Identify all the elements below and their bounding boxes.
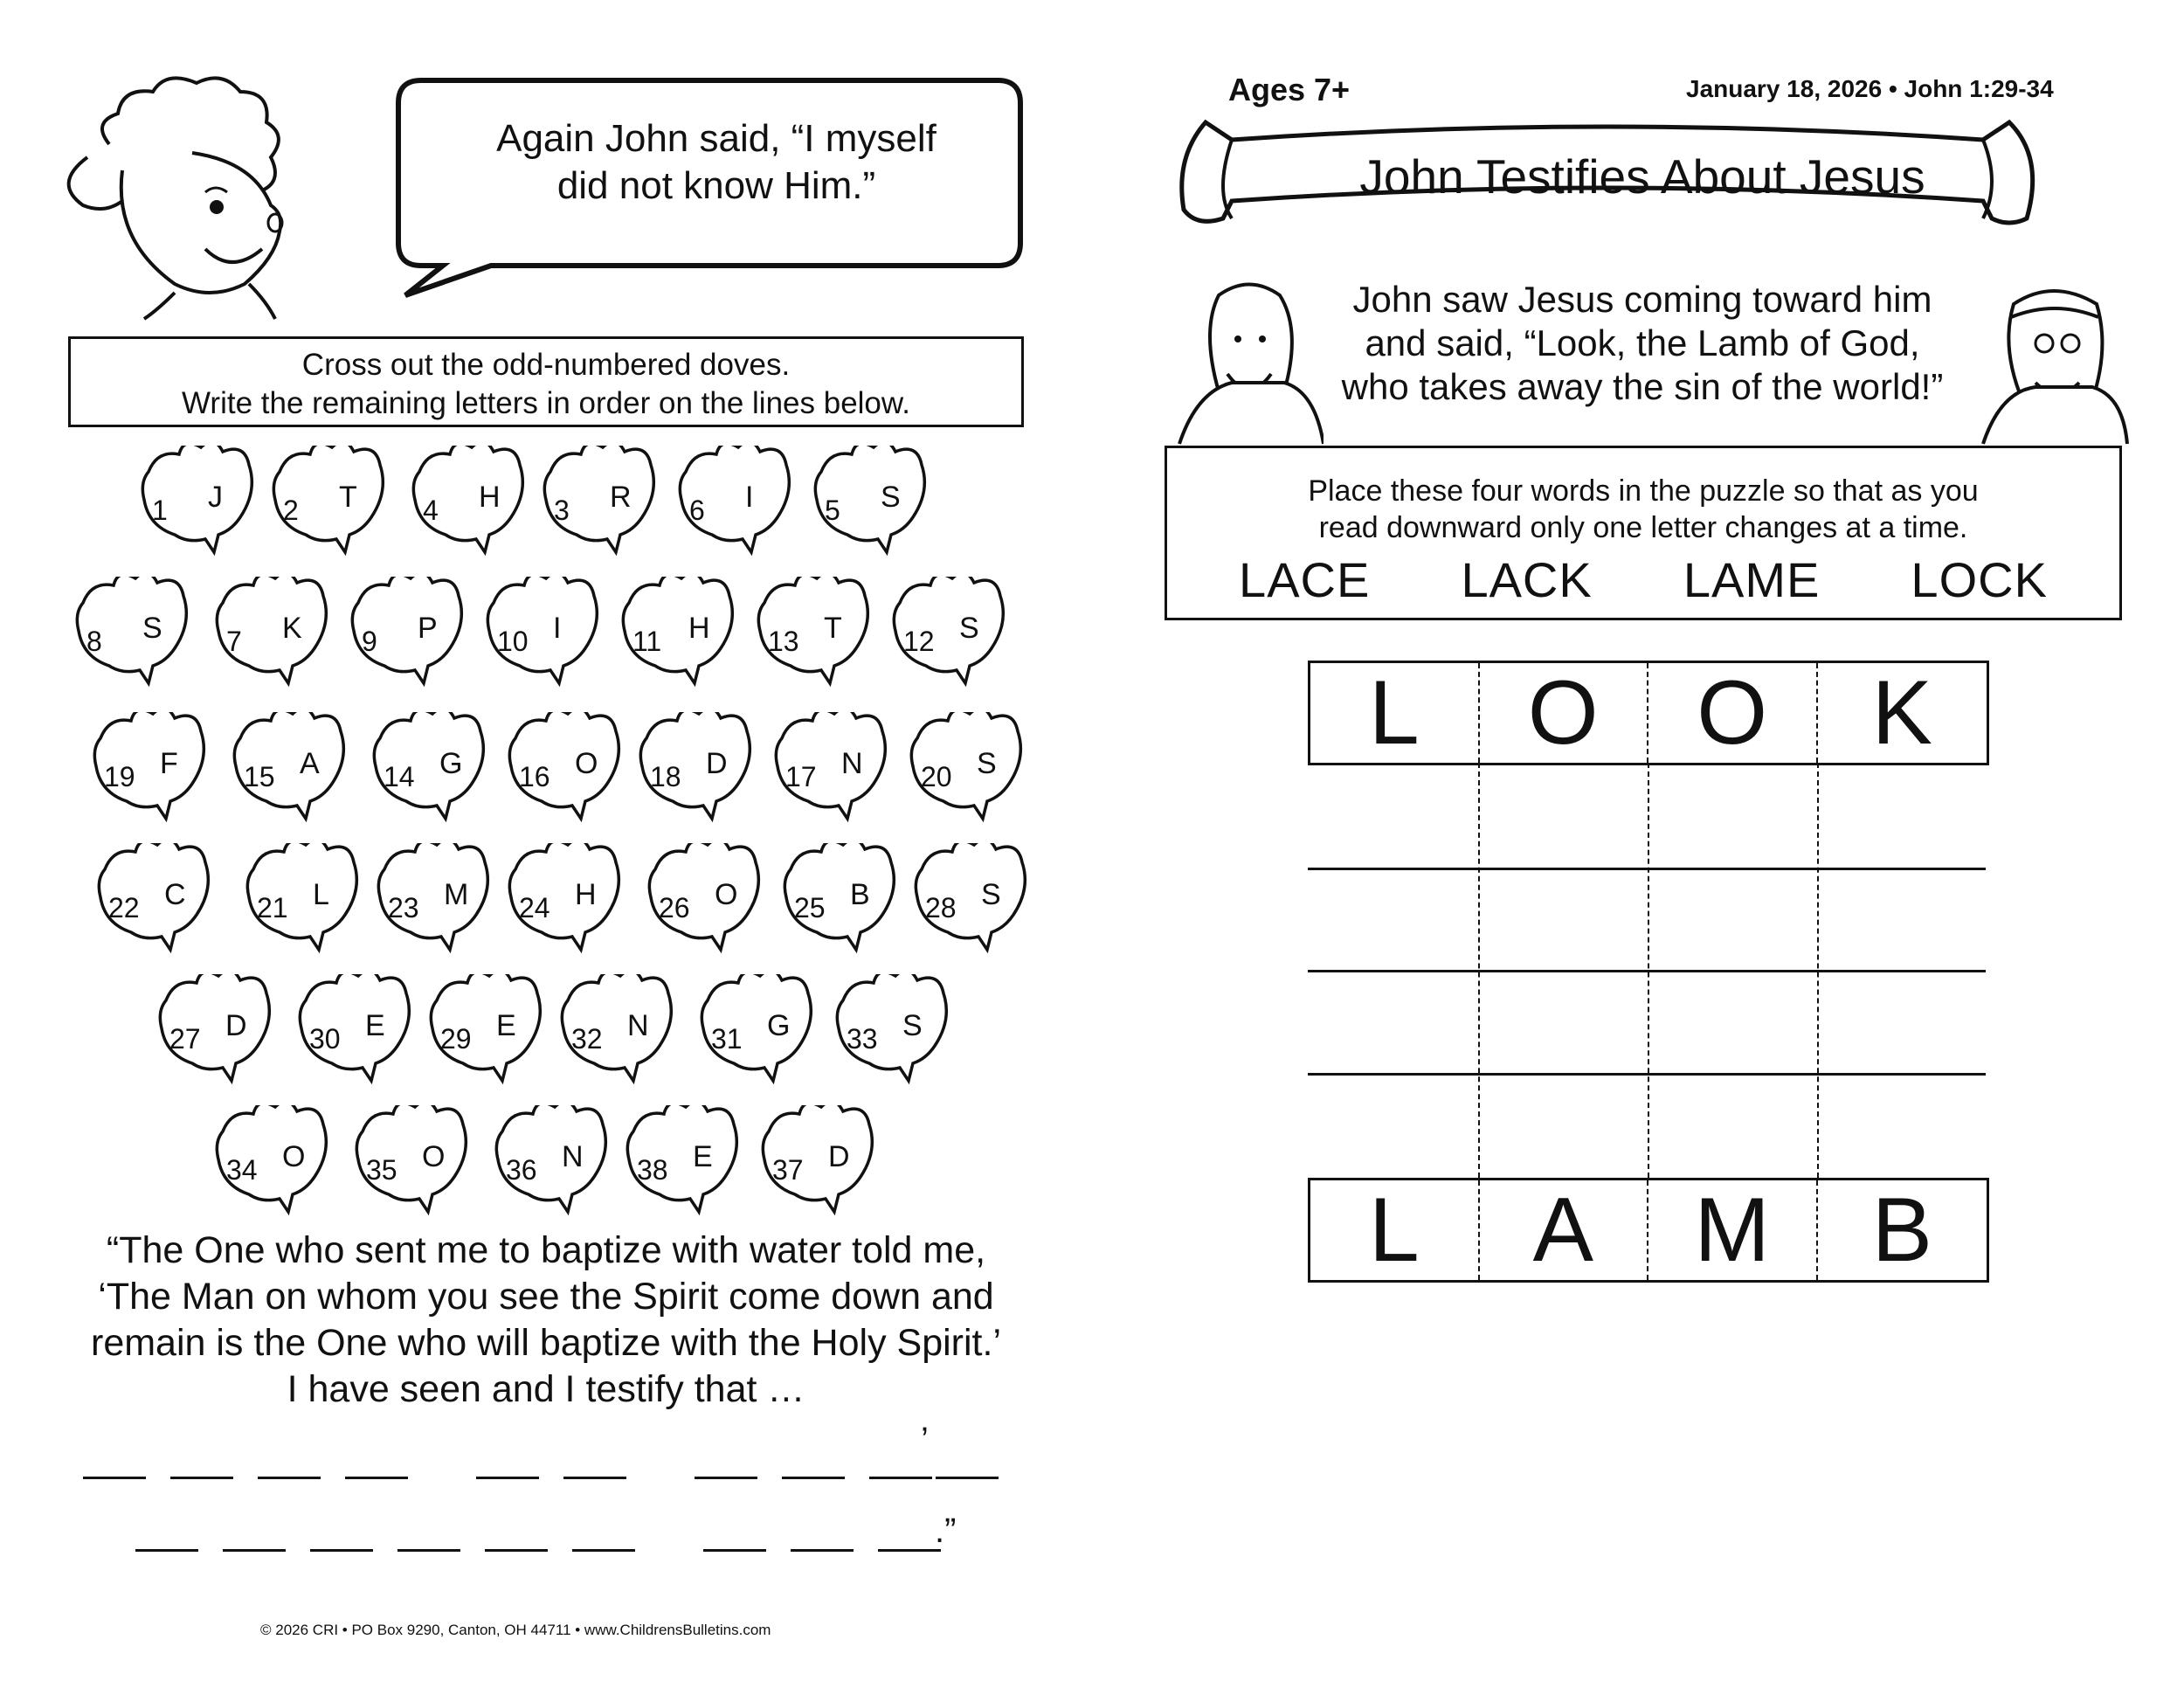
letter-blank[interactable] — [135, 1549, 198, 1552]
ladder-letter: B — [1871, 1179, 1932, 1281]
dove-outline — [498, 843, 629, 965]
dove[interactable] — [616, 1105, 747, 1228]
closing-quote-mark: .” — [935, 1512, 957, 1550]
dove-number: 36 — [506, 1154, 537, 1186]
dove-number: 23 — [388, 892, 419, 924]
dove-letter: J — [208, 481, 223, 514]
letter-blank[interactable] — [563, 1477, 626, 1479]
dove-outline — [83, 712, 214, 834]
dove-letter: C — [164, 878, 186, 911]
word-option: LOCK — [1911, 552, 2048, 607]
dove-outline — [773, 843, 904, 965]
dove-letter: S — [977, 747, 997, 780]
dove-letter: O — [715, 878, 738, 911]
dove-number: 29 — [440, 1023, 472, 1055]
dove[interactable] — [690, 974, 821, 1097]
ladder-letter: K — [1871, 661, 1932, 764]
dove-number: 17 — [785, 761, 817, 792]
dove-letter: T — [824, 612, 842, 645]
dove-letter: H — [688, 612, 710, 645]
dove-outline — [747, 577, 878, 699]
ladder-top-word — [1308, 661, 1989, 765]
verse-line: John saw Jesus coming toward him — [1352, 279, 1932, 320]
dove-letter: E — [693, 1140, 713, 1173]
dove[interactable] — [367, 843, 498, 965]
dove-outline — [476, 577, 607, 699]
ladder-bottom-word — [1308, 1178, 1989, 1283]
dove-letter: M — [444, 878, 469, 911]
word-list — [1167, 551, 2119, 608]
dove-number: 33 — [847, 1023, 878, 1055]
quote-line: ‘The Man on whom you see the Spirit come down and — [98, 1276, 994, 1318]
dove-letter: B — [850, 878, 870, 911]
dove-puzzle — [0, 0, 1048, 1223]
dove[interactable] — [485, 1105, 616, 1228]
dove[interactable] — [205, 1105, 336, 1228]
dove-number: 15 — [244, 761, 275, 792]
footer-copyright: © 2026 CRI • PO Box 9290, Canton, OH 44711 • www.ChildrensBulletins.com — [260, 1622, 771, 1638]
dove-number: 32 — [571, 1023, 603, 1055]
dove[interactable] — [826, 974, 957, 1097]
dove-outline — [638, 843, 769, 965]
dove-number: 6 — [689, 495, 705, 526]
letter-blank[interactable] — [703, 1549, 766, 1552]
quote-line: I have seen and I testify that … — [287, 1368, 805, 1410]
scripture-quote — [61, 1228, 1031, 1413]
letter-blank[interactable] — [869, 1477, 932, 1479]
dove-number: 21 — [257, 892, 288, 924]
dove[interactable] — [882, 577, 1013, 699]
letter-blank[interactable] — [345, 1477, 408, 1479]
bubble-line: Again John said, “I myself — [496, 117, 936, 160]
verse-line: and said, “Look, the Lamb of God, — [1365, 322, 1920, 363]
apostrophe-mark: ’ — [921, 1421, 929, 1459]
dove[interactable] — [764, 712, 895, 834]
dove-number: 31 — [711, 1023, 743, 1055]
word-option: LACK — [1461, 552, 1593, 607]
dove-outline — [205, 577, 336, 699]
dove-letter: N — [562, 1140, 584, 1173]
ladder-letter: A — [1480, 1180, 1649, 1280]
dove[interactable] — [149, 974, 280, 1097]
dove[interactable] — [83, 712, 214, 834]
letter-blank[interactable] — [258, 1477, 321, 1479]
dove[interactable] — [476, 577, 607, 699]
dove[interactable] — [288, 974, 419, 1097]
dove-letter: P — [418, 612, 438, 645]
word-instruction-line: Place these four words in the puzzle so that as you — [1308, 474, 1979, 508]
dove-number: 18 — [650, 761, 681, 792]
dove-outline — [66, 577, 197, 699]
dove[interactable] — [550, 974, 681, 1097]
dove[interactable] — [236, 843, 367, 965]
dove-number: 27 — [169, 1023, 201, 1055]
dove-letter: I — [553, 612, 562, 645]
dove-number: 2 — [283, 495, 299, 526]
letter-blank[interactable] — [310, 1549, 373, 1552]
letter-blank[interactable] — [83, 1477, 146, 1479]
letter-blank[interactable] — [397, 1549, 460, 1552]
dove-letter: A — [300, 747, 320, 780]
letter-blank[interactable] — [791, 1549, 854, 1552]
dove[interactable] — [66, 577, 197, 699]
dove[interactable] — [498, 712, 629, 834]
dove-outline — [764, 712, 895, 834]
verse-text — [1319, 278, 1966, 409]
dove-outline — [341, 577, 472, 699]
dove-outline — [550, 974, 681, 1097]
dove-letter: D — [706, 747, 728, 780]
letter-blank[interactable] — [485, 1549, 548, 1552]
dove-letter: K — [282, 612, 302, 645]
dove-letter: S — [902, 1009, 923, 1042]
dove-number: 7 — [226, 626, 242, 657]
dove-letter: S — [881, 481, 901, 514]
dove-outline — [131, 446, 262, 568]
dove-outline — [345, 1105, 476, 1228]
dove-number: 34 — [226, 1154, 258, 1186]
dove-letter: G — [767, 1009, 791, 1042]
jesus-illustration — [1175, 278, 1324, 448]
answer-line-2[interactable] — [135, 1549, 941, 1552]
dove-number: 1 — [152, 495, 168, 526]
dove[interactable] — [341, 577, 472, 699]
dove-number: 9 — [362, 626, 377, 657]
dove-number: 13 — [768, 626, 799, 657]
dove-number: 35 — [366, 1154, 397, 1186]
dove-letter: H — [575, 878, 597, 911]
dove-outline — [223, 712, 354, 834]
dove-number: 11 — [632, 626, 662, 657]
dove-number: 3 — [554, 495, 570, 526]
dove[interactable] — [533, 446, 664, 568]
dove-outline — [690, 974, 821, 1097]
dove-outline — [612, 577, 743, 699]
dove-outline — [236, 843, 367, 965]
word-instruction-line: read downward only one letter changes at a time. — [1318, 511, 1968, 544]
dove-number: 10 — [497, 626, 529, 657]
dove-outline — [485, 1105, 616, 1228]
dove-letter: F — [160, 747, 178, 780]
dove[interactable] — [629, 712, 760, 834]
letter-blank[interactable] — [936, 1477, 999, 1479]
dove[interactable] — [747, 577, 878, 699]
dove[interactable] — [345, 1105, 476, 1228]
dove-letter: O — [575, 747, 598, 780]
dove-outline — [751, 1105, 882, 1228]
letter-blank[interactable] — [782, 1477, 845, 1479]
ladder-letter: L — [1310, 1180, 1480, 1280]
letter-blank[interactable] — [476, 1477, 539, 1479]
dove[interactable] — [402, 446, 533, 568]
verse-line: who takes away the sin of the world!” — [1341, 366, 1944, 407]
john-illustration — [1974, 278, 2132, 448]
dove[interactable] — [668, 446, 799, 568]
dove-letter: G — [439, 747, 463, 780]
dove-letter: T — [339, 481, 357, 514]
dove-number: 30 — [309, 1023, 341, 1055]
dove-letter: R — [610, 481, 632, 514]
dove[interactable] — [205, 577, 336, 699]
dove-letter: N — [841, 747, 863, 780]
dove-number: 37 — [772, 1154, 804, 1186]
dove-number: 8 — [86, 626, 102, 657]
dove-letter: E — [496, 1009, 516, 1042]
dove-letter: O — [422, 1140, 446, 1173]
ladder-blank-row[interactable] — [1308, 970, 1986, 972]
dove[interactable] — [904, 843, 1035, 965]
dove-outline — [904, 843, 1035, 965]
dove[interactable] — [638, 843, 769, 965]
dove-number: 5 — [825, 495, 840, 526]
answer-line-1[interactable] — [83, 1477, 1023, 1479]
dove[interactable] — [87, 843, 218, 965]
instruction-line: Cross out the odd-numbered doves. — [301, 348, 791, 382]
dove-outline — [87, 843, 218, 965]
dove[interactable] — [419, 974, 550, 1097]
dove[interactable] — [612, 577, 743, 699]
dove-outline — [149, 974, 280, 1097]
dove-letter: N — [627, 1009, 649, 1042]
letter-blank[interactable] — [223, 1549, 286, 1552]
dove-outline — [402, 446, 533, 568]
dove[interactable] — [900, 712, 1031, 834]
dove-letter: D — [225, 1009, 247, 1042]
dove-letter: S — [142, 612, 162, 645]
dove[interactable] — [804, 446, 935, 568]
dove-outline — [262, 446, 393, 568]
quote-line: remain is the One who will baptize with the Holy Spirit.’ — [91, 1322, 1001, 1364]
word-list-box — [1165, 446, 2122, 620]
dove[interactable] — [498, 843, 629, 965]
page-title: John Testifies About Jesus — [1359, 149, 1925, 204]
dove-letter: I — [745, 481, 754, 514]
date-reference: January 18, 2026 • John 1:29-34 — [1686, 75, 2054, 102]
dove-letter: S — [981, 878, 1001, 911]
letter-blank[interactable] — [170, 1477, 233, 1479]
word-option: LACE — [1239, 552, 1371, 607]
dove-number: 16 — [519, 761, 550, 792]
dove-number: 24 — [519, 892, 550, 924]
dove-outline — [826, 974, 957, 1097]
dove-number: 20 — [921, 761, 952, 792]
bubble-line: did not know Him.” — [556, 164, 876, 207]
dove-outline — [498, 712, 629, 834]
dove-letter: D — [828, 1140, 850, 1173]
dove-outline — [629, 712, 760, 834]
dove[interactable] — [262, 446, 393, 568]
ladder-letter: O — [1648, 663, 1818, 763]
dove-outline — [668, 446, 799, 568]
letter-blank[interactable] — [878, 1549, 941, 1552]
dove-outline — [419, 974, 550, 1097]
dove-outline — [363, 712, 494, 834]
dove-letter: H — [479, 481, 501, 514]
letter-blank[interactable] — [695, 1477, 757, 1479]
dove-letter: O — [282, 1140, 306, 1173]
quote-line: “The One who sent me to baptize with water told me, — [106, 1229, 986, 1271]
dove-outline — [367, 843, 498, 965]
dove-outline — [205, 1105, 336, 1228]
ladder-letter: L — [1310, 663, 1480, 763]
dove-number: 28 — [925, 892, 957, 924]
ladder-letter: O — [1480, 663, 1649, 763]
letter-blank[interactable] — [572, 1549, 635, 1552]
dove-number: 26 — [659, 892, 690, 924]
word-option: LAME — [1683, 552, 1821, 607]
dove-number: 19 — [104, 761, 135, 792]
dove-letter: S — [959, 612, 979, 645]
dove-number: 4 — [423, 495, 439, 526]
dove[interactable] — [363, 712, 494, 834]
dove-number: 12 — [903, 626, 935, 657]
ladder-blank-row[interactable] — [1308, 1073, 1986, 1076]
ladder-blank-row[interactable] — [1308, 868, 1986, 870]
dove[interactable] — [131, 446, 262, 568]
dove-number: 38 — [637, 1154, 668, 1186]
dove-outline — [900, 712, 1031, 834]
instruction-line: Write the remaining letters in order on the lines below. — [182, 386, 910, 420]
dove-letter: E — [365, 1009, 385, 1042]
dove[interactable] — [223, 712, 354, 834]
dove[interactable] — [751, 1105, 882, 1228]
dove-number: 22 — [108, 892, 140, 924]
dove-number: 25 — [794, 892, 826, 924]
dove-outline — [288, 974, 419, 1097]
age-label: Ages 7+ — [1228, 72, 1351, 107]
dove-outline — [804, 446, 935, 568]
dove-number: 14 — [384, 761, 415, 792]
dove-outline — [882, 577, 1013, 699]
dove[interactable] — [773, 843, 904, 965]
dove-outline — [616, 1105, 747, 1228]
dove-outline — [533, 446, 664, 568]
dove-letter: L — [313, 878, 329, 911]
ladder-letter: M — [1648, 1180, 1818, 1280]
